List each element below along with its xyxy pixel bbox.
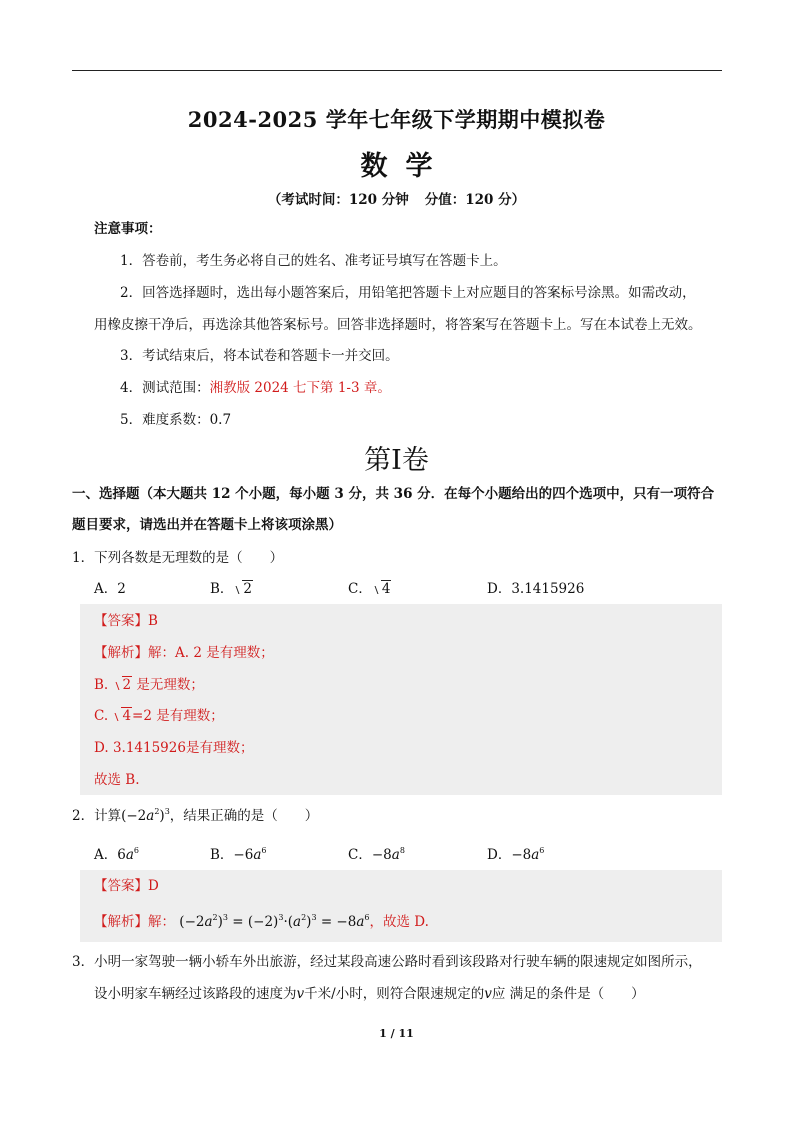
q2-solution-box — [80, 870, 722, 942]
q3-text-a: 设小明家车辆经过该路段的速度为 — [94, 986, 297, 1002]
q1-option-d: D．3.1415926 — [487, 581, 585, 597]
q3-var-v-2: v — [484, 986, 492, 1002]
notice-item-3: 3．考试结束后，将本试卷和答题卡一并交回。 — [120, 348, 399, 364]
q2-explanation — [94, 913, 429, 931]
q1-stem: 1．下列各数是无理数的是（ ） — [72, 550, 284, 566]
test-range: 湘教版 2024 七下第 1-3 章。 — [209, 380, 391, 396]
q2-stem-suffix: ，结果正确的是（ ） — [169, 808, 319, 824]
q1-explanation-1 — [94, 644, 274, 662]
q1-answer: 【答案】B — [94, 613, 158, 629]
section-heading-line-2: 题目要求，请选出并在答题卡上将该项涂黑） — [72, 517, 342, 533]
q1-exp-3-text: =2 是有理数； — [132, 708, 224, 724]
subject-char-1: 数 — [360, 151, 388, 182]
q1-option-c-radicand: 4 — [381, 581, 391, 597]
q1-solution-box — [80, 604, 722, 795]
notice-item-4 — [120, 379, 391, 397]
notice-item-2-cont: 用橡皮擦干净后，再选涂其他答案标号。回答非选择题时，将答案写在答题卡上。写在本试卷上无效。 — [94, 317, 702, 333]
q2-option-a — [94, 846, 139, 864]
q1-option-c-label: C． — [348, 581, 372, 597]
q3-stem-line-2 — [94, 985, 645, 1003]
q1-exp-4-text: 是有理数； — [185, 740, 254, 756]
q3-text-b: 千米/小时，则符合限速规定的 — [304, 986, 485, 1002]
exam-time: （考试时间：120 分钟 — [267, 192, 409, 208]
volume-title: 第Ⅰ卷 — [364, 445, 429, 476]
q2-exp-formula: $(-2a^2)^3 = (-2)^3\cdot(a^2)^3 = -8a^6$ — [179, 913, 370, 930]
q1-option-b — [210, 580, 253, 598]
q1-explanation-4 — [94, 739, 253, 757]
q1-explanation-5: 故选 B. — [94, 772, 140, 788]
subject-title — [0, 144, 793, 183]
sqrt-symbol — [112, 707, 132, 725]
q1-option-b-radicand: 2 — [243, 581, 253, 597]
q2-option-c-label: C． — [348, 847, 372, 863]
q2-answer: 【答案】D — [94, 878, 159, 894]
q1-exp-3-radicand: 4 — [122, 708, 132, 724]
q2-option-b-expr: $-6a^6$ — [233, 846, 267, 863]
notice-item-1: 1．答卷前，考生务必将自己的姓名、准考证号填写在答题卡上。 — [120, 253, 507, 269]
q1-exp-2-label: B. — [94, 677, 109, 693]
q1-exp-4-num: 3.1415926 — [112, 740, 186, 756]
section-heading-line-1: 一、选择题（本大题共 12 个小题，每小题 3 分，共 36 分．在每个小题给出的四个选项中，只有一项符合 — [72, 486, 715, 502]
q2-exp-end: ，故选 D. — [369, 914, 429, 930]
q2-option-c — [348, 846, 405, 864]
q2-exp-label: 【解析】 — [94, 914, 148, 930]
q2-exp-text: 解： — [148, 914, 175, 930]
q2-option-d — [487, 846, 544, 864]
notice-item-4-prefix: 4．测试范围： — [120, 380, 210, 396]
q2-option-d-expr: $-8a^6$ — [511, 846, 545, 863]
sqrt-symbol — [233, 580, 253, 598]
q3-stem-line-1: 3．小明一家驾驶一辆小轿车外出旅游，经过某段高速公路时看到该段路对行驶车辆的限速规定如图所示， — [72, 954, 702, 970]
q1-exp-2-radicand: 2 — [122, 677, 132, 693]
q1-option-a: A．2 — [94, 581, 126, 597]
notice-item-5: 5．难度系数：0.7 — [120, 412, 232, 428]
exam-title: 2024-2025 学年七年级下学期期中模拟卷 — [187, 107, 606, 132]
q2-option-a-expr: $6a^6$ — [117, 846, 139, 863]
q1-exp-text-1: 解：A. 2 是有理数； — [148, 645, 274, 661]
q2-expression: $(-2a^2)^3$ — [121, 807, 170, 824]
q1-exp-label: 【解析】 — [94, 645, 148, 661]
q1-explanation-3 — [94, 707, 224, 725]
q3-var-v: v — [296, 986, 305, 1002]
q2-stem — [72, 807, 318, 825]
notice-item-2: 2．回答选择题时，选出每小题答案后，用铅笔把答题卡上对应题目的答案标号涂黑。如需改动， — [120, 285, 696, 301]
subject-char-2: 学 — [405, 151, 433, 182]
q2-option-b — [210, 846, 266, 864]
exam-score: 分值：120 分） — [424, 192, 526, 208]
q2-option-c-expr: $-8a^8$ — [371, 846, 405, 863]
sqrt-symbol — [372, 580, 392, 598]
q1-option-c — [348, 580, 391, 598]
q1-option-b-label: B． — [210, 581, 234, 597]
q1-explanation-2 — [94, 676, 204, 694]
q1-exp-3-label: C. — [94, 708, 109, 724]
q2-option-d-label: D． — [487, 847, 512, 863]
notice-heading: 注意事项： — [94, 221, 162, 237]
q3-text-c: 应 满足的条件是（ ） — [491, 986, 645, 1002]
sqrt-symbol — [113, 676, 133, 694]
q2-stem-prefix: 2．计算 — [72, 808, 122, 824]
q2-option-a-label: A． — [94, 847, 118, 863]
q2-option-b-label: B． — [210, 847, 234, 863]
page-number: 1 / 11 — [379, 1027, 414, 1040]
header-rule — [72, 70, 722, 71]
q1-exp-4-label: D. — [94, 740, 109, 756]
exam-info — [0, 188, 793, 208]
q1-exp-2-text: 是无理数； — [136, 677, 204, 693]
